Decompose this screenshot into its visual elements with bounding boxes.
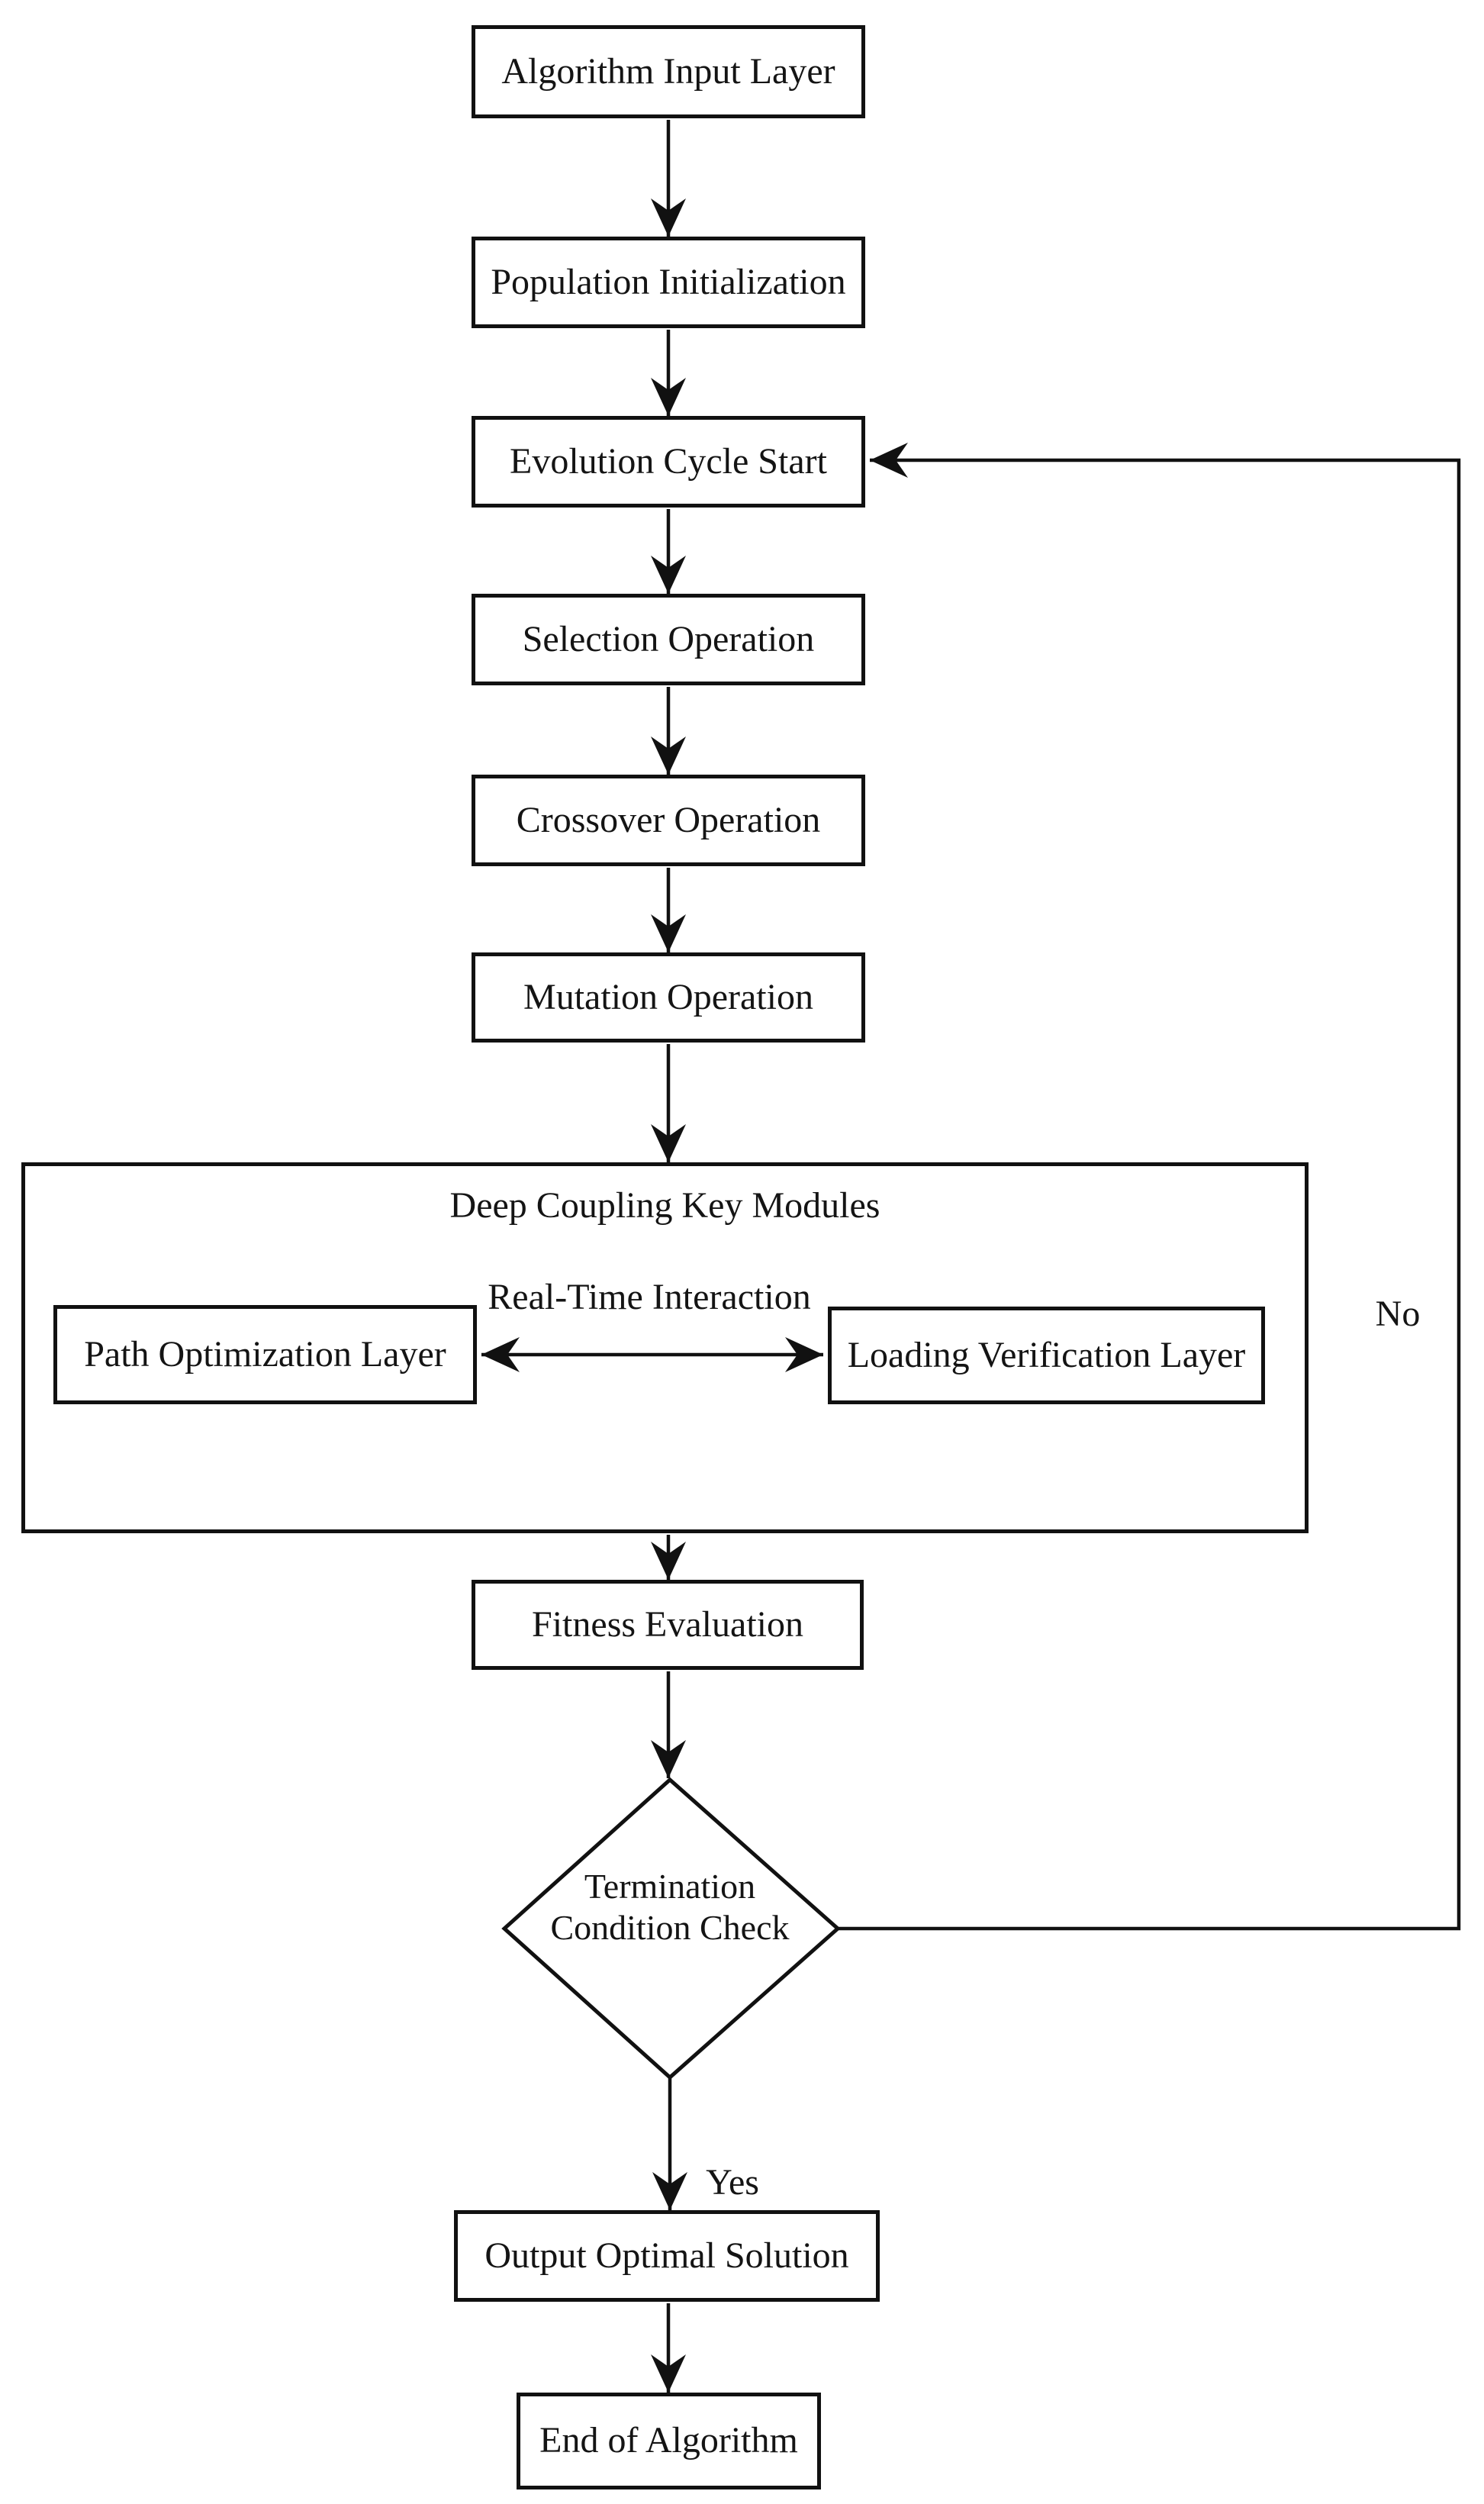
node-algorithm-input-layer: Algorithm Input Layer (472, 25, 865, 118)
node-crossover-operation: Crossover Operation (472, 775, 865, 866)
termination-label-line1: Termination (584, 1867, 756, 1906)
node-output-optimal-solution: Output Optimal Solution (454, 2210, 880, 2302)
node-end-of-algorithm: End of Algorithm (517, 2393, 821, 2489)
node-loading-verification-layer: Loading Verification Layer (828, 1307, 1265, 1404)
real-time-interaction-label: Real-Time Interaction (488, 1277, 811, 1317)
node-fitness-evaluation: Fitness Evaluation (472, 1580, 864, 1670)
node-termination-condition-check (502, 1866, 838, 1949)
yes-branch-label: Yes (706, 2162, 759, 2203)
node-population-initialization: Population Initialization (472, 237, 865, 328)
node-mutation-operation: Mutation Operation (472, 952, 865, 1043)
node-evolution-cycle-start: Evolution Cycle Start (472, 416, 865, 508)
node-path-optimization-layer: Path Optimization Layer (53, 1305, 477, 1404)
termination-label-line2: Condition Check (550, 1908, 790, 1948)
deep-coupling-title: Deep Coupling Key Modules (449, 1185, 880, 1226)
no-branch-label: No (1375, 1294, 1421, 1334)
node-selection-operation: Selection Operation (472, 594, 865, 685)
